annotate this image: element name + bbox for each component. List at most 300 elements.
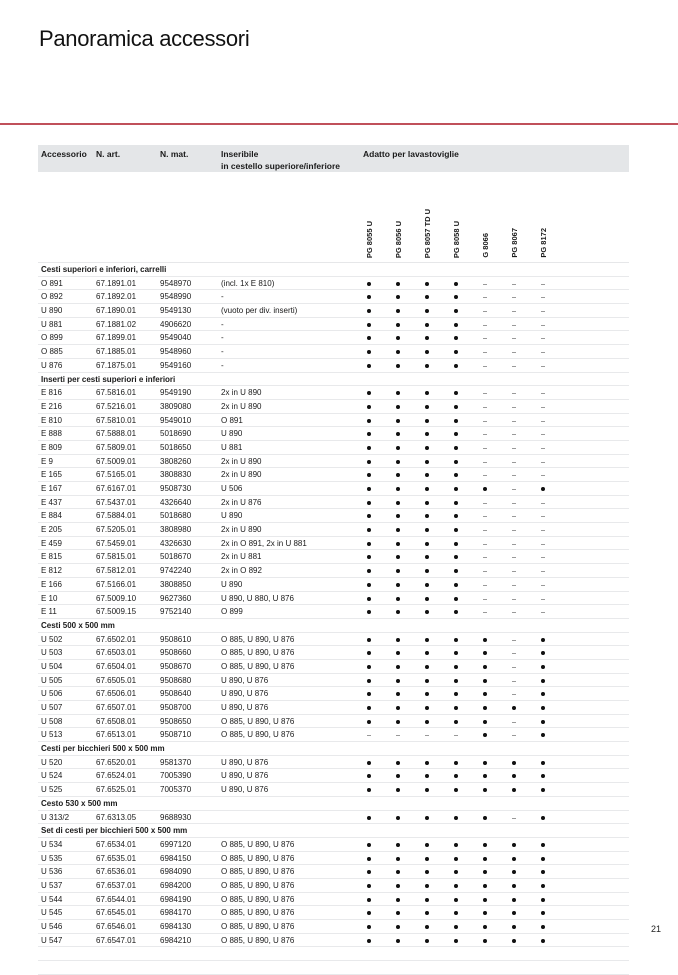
table-row — [38, 427, 629, 441]
not-compatible-dash-icon — [483, 325, 487, 326]
compatible-dot-icon — [396, 569, 400, 573]
cell-inseribile: 2x in U 890 — [221, 388, 262, 398]
compatible-dot-icon — [454, 651, 458, 655]
compatible-dot-icon — [367, 542, 371, 546]
compatible-dot-icon — [541, 665, 545, 669]
cell-inseribile: 2x in U 890 — [221, 456, 262, 466]
cell-inseribile: 2x in U 890 — [221, 401, 262, 411]
section-title: Cesto 530 x 500 mm — [41, 798, 118, 808]
cell-accessorio: O 885 — [41, 347, 63, 357]
table-row — [38, 934, 629, 948]
compatible-dot-icon — [541, 925, 545, 929]
compatible-dot-icon — [396, 911, 400, 915]
compatible-dot-icon — [396, 542, 400, 546]
cell-accessorio: E 205 — [41, 525, 62, 535]
cell-n-art: 67.6525.01 — [96, 785, 137, 795]
table-row — [38, 386, 629, 400]
not-compatible-dash-icon — [541, 516, 545, 517]
table-row — [38, 400, 629, 414]
table-row — [38, 509, 629, 523]
compatible-dot-icon — [541, 788, 545, 792]
cell-inseribile: U 506 — [221, 484, 243, 493]
compatible-dot-icon — [425, 870, 429, 874]
compatible-dot-icon — [367, 857, 371, 861]
compatible-dot-icon — [425, 364, 429, 368]
compatible-dot-icon — [396, 583, 400, 587]
compatible-dot-icon — [425, 460, 429, 464]
model-label: PG 8172 — [539, 228, 548, 258]
compatible-dot-icon — [483, 816, 487, 820]
cell-accessorio: U 544 — [41, 894, 63, 904]
cell-inseribile: U 890 — [221, 511, 243, 521]
compatible-dot-icon — [512, 884, 516, 888]
compatible-dot-icon — [454, 816, 458, 820]
cell-accessorio: U 525 — [41, 785, 63, 795]
compatible-dot-icon — [541, 843, 545, 847]
compatible-dot-icon — [425, 555, 429, 559]
not-compatible-dash-icon — [483, 284, 487, 285]
cell-inseribile: O 885, U 890, U 876 — [221, 935, 295, 945]
cell-accessorio: U 534 — [41, 839, 63, 849]
table-row — [38, 414, 629, 428]
compatible-dot-icon — [454, 473, 458, 477]
cell-n-art: 67.6507.01 — [96, 703, 137, 712]
compatible-dot-icon — [454, 432, 458, 436]
header-divider — [0, 123, 678, 125]
cell-n-mat: 5018670 — [160, 552, 192, 562]
cell-n-mat: 4326640 — [160, 497, 192, 507]
cell-n-art: 67.6537.01 — [96, 880, 137, 890]
not-compatible-dash-icon — [483, 530, 487, 531]
compatible-dot-icon — [425, 528, 429, 532]
table-row — [38, 550, 629, 564]
cell-accessorio: U 890 — [41, 306, 63, 316]
cell-accessorio: U 547 — [41, 935, 63, 945]
compatible-dot-icon — [454, 282, 458, 286]
compatible-dot-icon — [541, 884, 545, 888]
compatible-dot-icon — [541, 911, 545, 915]
cell-inseribile: 2x in O 891, 2x in U 881 — [221, 538, 307, 548]
compatible-dot-icon — [454, 638, 458, 642]
table-row — [38, 756, 629, 770]
compatible-dot-icon — [367, 460, 371, 464]
compatible-dot-icon — [454, 487, 458, 491]
cell-accessorio: U 506 — [41, 689, 63, 699]
table-body — [38, 263, 629, 975]
compatible-dot-icon — [425, 569, 429, 573]
cell-n-art: 67.5459.01 — [96, 538, 137, 548]
table-row — [38, 578, 629, 592]
compatible-dot-icon — [454, 939, 458, 943]
compatible-dot-icon — [425, 610, 429, 614]
cell-n-mat: 9508640 — [160, 689, 192, 699]
not-compatible-dash-icon — [541, 599, 545, 600]
compatible-dot-icon — [396, 939, 400, 943]
not-compatible-dash-icon — [483, 544, 487, 545]
compatible-dot-icon — [483, 843, 487, 847]
compatible-dot-icon — [454, 692, 458, 696]
compatible-dot-icon — [483, 788, 487, 792]
cell-n-mat: 5018690 — [160, 429, 192, 439]
not-compatible-dash-icon — [541, 571, 545, 572]
cell-n-mat: 9688930 — [160, 812, 192, 822]
compatible-dot-icon — [367, 309, 371, 313]
cell-n-art: 67.1892.01 — [96, 292, 137, 302]
not-compatible-dash-icon — [483, 421, 487, 422]
compatible-dot-icon — [367, 638, 371, 642]
compatible-dot-icon — [425, 597, 429, 601]
table-row — [38, 359, 629, 373]
compatible-dot-icon — [367, 884, 371, 888]
not-compatible-dash-icon — [541, 352, 545, 353]
compatible-dot-icon — [541, 487, 545, 491]
compatible-dot-icon — [425, 446, 429, 450]
cell-accessorio: O 899 — [41, 333, 63, 343]
compatible-dot-icon — [454, 843, 458, 847]
compatible-dot-icon — [396, 816, 400, 820]
cell-accessorio: U 508 — [41, 716, 63, 726]
compatible-dot-icon — [396, 528, 400, 532]
not-compatible-dash-icon — [541, 612, 545, 613]
compatible-dot-icon — [454, 788, 458, 792]
not-compatible-dash-icon — [512, 667, 516, 668]
not-compatible-dash-icon — [483, 503, 487, 504]
not-compatible-dash-icon — [512, 489, 516, 490]
section-header — [38, 263, 629, 277]
table-row — [38, 537, 629, 551]
compatible-dot-icon — [454, 501, 458, 505]
section-header — [38, 824, 629, 838]
compatible-dot-icon — [425, 282, 429, 286]
cell-inseribile: - — [221, 347, 224, 357]
cell-n-art: 67.1899.01 — [96, 333, 137, 343]
model-label: PG 8067 — [510, 228, 519, 258]
cell-inseribile: (vuoto per div. inserti) — [221, 306, 298, 316]
cell-n-mat: 9508610 — [160, 634, 192, 644]
compatible-dot-icon — [483, 733, 487, 737]
cell-n-mat: 9549160 — [160, 360, 192, 370]
compatible-dot-icon — [396, 774, 400, 778]
not-compatible-dash-icon — [512, 653, 516, 654]
section-header — [38, 742, 629, 756]
cell-inseribile: O 885, U 890, U 876 — [221, 894, 295, 904]
cell-n-art: 67.1875.01 — [96, 360, 137, 370]
cell-accessorio: E 165 — [41, 470, 62, 480]
compatible-dot-icon — [454, 884, 458, 888]
compatible-dot-icon — [367, 651, 371, 655]
compatible-dot-icon — [396, 309, 400, 313]
not-compatible-dash-icon — [512, 544, 516, 545]
cell-n-mat: 4326630 — [160, 538, 192, 548]
compatible-dot-icon — [512, 925, 516, 929]
table-row — [38, 811, 629, 825]
not-compatible-dash-icon — [483, 585, 487, 586]
cell-n-art: 67.1885.01 — [96, 347, 137, 357]
compatible-dot-icon — [483, 884, 487, 888]
table-row — [38, 441, 629, 455]
cell-accessorio: E 166 — [41, 579, 62, 589]
cell-n-mat: 9549040 — [160, 333, 192, 343]
page-title: Panoramica accessori — [39, 26, 250, 51]
table-row — [38, 674, 629, 688]
compatible-dot-icon — [396, 446, 400, 450]
table-row — [38, 646, 629, 660]
compatible-dot-icon — [367, 898, 371, 902]
not-compatible-dash-icon — [483, 297, 487, 298]
cell-accessorio: U 502 — [41, 634, 63, 644]
table-row — [38, 482, 629, 496]
compatible-dot-icon — [396, 651, 400, 655]
model-label: PG 8058 U — [452, 220, 461, 258]
cell-accessorio: U 504 — [41, 661, 63, 671]
cell-n-mat: 3808980 — [160, 525, 192, 535]
compatible-dot-icon — [367, 788, 371, 792]
cell-n-art: 67.5009.15 — [96, 607, 137, 617]
not-compatible-dash-icon — [483, 516, 487, 517]
not-compatible-dash-icon — [512, 311, 516, 312]
not-compatible-dash-icon — [512, 434, 516, 435]
compatible-dot-icon — [425, 665, 429, 669]
compatible-dot-icon — [396, 501, 400, 505]
compatible-dot-icon — [541, 761, 545, 765]
compatible-dot-icon — [425, 487, 429, 491]
table-row — [38, 345, 629, 359]
compatible-dot-icon — [425, 857, 429, 861]
not-compatible-dash-icon — [512, 585, 516, 586]
cell-accessorio: U 524 — [41, 771, 63, 781]
cell-n-art: 67.6546.01 — [96, 922, 137, 931]
cell-n-mat: 7005370 — [160, 785, 192, 795]
compatible-dot-icon — [512, 843, 516, 847]
compatible-dot-icon — [512, 706, 516, 710]
cell-n-mat: 9549130 — [160, 306, 192, 316]
compatible-dot-icon — [541, 679, 545, 683]
cell-accessorio: E 809 — [41, 442, 62, 452]
cell-inseribile: - — [221, 319, 224, 329]
cell-n-art: 67.6505.01 — [96, 675, 137, 685]
compatible-dot-icon — [396, 295, 400, 299]
compatible-dot-icon — [512, 857, 516, 861]
compatible-dot-icon — [454, 925, 458, 929]
compatible-dot-icon — [396, 487, 400, 491]
compatible-dot-icon — [425, 473, 429, 477]
compatible-dot-icon — [396, 870, 400, 874]
compatible-dot-icon — [483, 761, 487, 765]
compatible-dot-icon — [541, 720, 545, 724]
compatible-dot-icon — [367, 350, 371, 354]
cell-inseribile: O 885, U 890, U 876 — [221, 661, 295, 671]
compatible-dot-icon — [454, 364, 458, 368]
compatible-dot-icon — [454, 720, 458, 724]
compatible-dot-icon — [425, 761, 429, 765]
compatible-dot-icon — [396, 843, 400, 847]
compatible-dot-icon — [541, 651, 545, 655]
compatible-dot-icon — [483, 665, 487, 669]
compatible-dot-icon — [541, 706, 545, 710]
compatible-dot-icon — [512, 911, 516, 915]
compatible-dot-icon — [396, 610, 400, 614]
cell-inseribile: U 890 — [221, 579, 243, 589]
compatible-dot-icon — [454, 857, 458, 861]
not-compatible-dash-icon — [541, 407, 545, 408]
compatible-dot-icon — [483, 939, 487, 943]
cell-accessorio: O 892 — [41, 292, 63, 302]
cell-inseribile: O 885, U 890, U 876 — [221, 853, 295, 863]
cell-inseribile: U 890, U 876 — [221, 771, 269, 781]
compatible-dot-icon — [425, 911, 429, 915]
header-n-art: N. art. — [96, 149, 121, 159]
cell-n-mat: 6984150 — [160, 853, 192, 863]
cell-inseribile: - — [221, 333, 224, 343]
section-title: Inserti per cesti superiori e inferiori — [41, 374, 176, 384]
compatible-dot-icon — [425, 295, 429, 299]
compatible-dot-icon — [367, 419, 371, 423]
not-compatible-dash-icon — [483, 571, 487, 572]
compatible-dot-icon — [512, 761, 516, 765]
compatible-dot-icon — [425, 925, 429, 929]
not-compatible-dash-icon — [483, 434, 487, 435]
compatible-dot-icon — [454, 460, 458, 464]
compatible-dot-icon — [512, 788, 516, 792]
compatible-dot-icon — [425, 679, 429, 683]
cell-n-mat: 9508670 — [160, 661, 192, 671]
cell-n-mat: 3808830 — [160, 470, 192, 480]
compatible-dot-icon — [396, 597, 400, 601]
cell-n-mat: 6984210 — [160, 935, 192, 945]
cell-inseribile: O 885, U 890, U 876 — [221, 716, 295, 726]
cell-accessorio: E 167 — [41, 484, 62, 493]
cell-accessorio: E 810 — [41, 415, 62, 425]
not-compatible-dash-icon — [512, 530, 516, 531]
compatible-dot-icon — [367, 706, 371, 710]
compatible-dot-icon — [367, 761, 371, 765]
table-row — [38, 920, 629, 934]
cell-n-art: 67.6524.01 — [96, 771, 137, 781]
section-header — [38, 797, 629, 811]
cell-n-mat: 9508710 — [160, 730, 192, 740]
not-compatible-dash-icon — [483, 557, 487, 558]
compatible-dot-icon — [483, 774, 487, 778]
not-compatible-dash-icon — [541, 557, 545, 558]
compatible-dot-icon — [367, 665, 371, 669]
compatible-dot-icon — [396, 336, 400, 340]
cell-n-art: 67.5884.01 — [96, 511, 137, 521]
not-compatible-dash-icon — [541, 311, 545, 312]
compatible-dot-icon — [541, 774, 545, 778]
page-number: 21 — [651, 924, 662, 934]
compatible-dot-icon — [367, 816, 371, 820]
cell-inseribile: O 891 — [221, 415, 243, 425]
cell-n-mat: 6997120 — [160, 839, 192, 849]
compatible-dot-icon — [367, 446, 371, 450]
compatible-dot-icon — [367, 692, 371, 696]
cell-n-mat: 6984190 — [160, 894, 192, 904]
compatible-dot-icon — [396, 761, 400, 765]
not-compatible-dash-icon — [483, 366, 487, 367]
compatible-dot-icon — [454, 870, 458, 874]
cell-n-mat: 9581370 — [160, 757, 192, 767]
cell-n-art: 67.6167.01 — [96, 484, 137, 493]
not-compatible-dash-icon — [512, 735, 516, 736]
compatible-dot-icon — [396, 460, 400, 464]
compatible-dot-icon — [367, 939, 371, 943]
compatible-dot-icon — [425, 350, 429, 354]
compatible-dot-icon — [367, 432, 371, 436]
compatible-dot-icon — [425, 774, 429, 778]
compatible-dot-icon — [454, 761, 458, 765]
table-row — [38, 496, 629, 510]
cell-n-art: 67.6502.01 — [96, 634, 137, 644]
cell-accessorio: E 884 — [41, 511, 62, 521]
compatible-dot-icon — [512, 870, 516, 874]
table-row — [38, 783, 629, 797]
not-compatible-dash-icon — [541, 284, 545, 285]
cell-n-mat: 9549010 — [160, 415, 192, 425]
cell-inseribile: U 890, U 876 — [221, 785, 269, 795]
header-adatto: Adatto per lavastoviglie — [363, 149, 459, 159]
cell-inseribile: O 885, U 890, U 876 — [221, 908, 295, 918]
cell-n-mat: 9508700 — [160, 703, 192, 712]
cell-accessorio: U 535 — [41, 853, 63, 863]
compatible-dot-icon — [367, 610, 371, 614]
section-title: Cesti per bicchieri 500 x 500 mm — [41, 744, 165, 754]
table-row — [38, 701, 629, 715]
not-compatible-dash-icon — [541, 421, 545, 422]
cell-accessorio: U 545 — [41, 908, 63, 918]
compatible-dot-icon — [454, 514, 458, 518]
cell-n-art: 67.1890.01 — [96, 306, 137, 316]
cell-inseribile: O 885, U 890, U 876 — [221, 867, 295, 877]
compatible-dot-icon — [483, 857, 487, 861]
compatible-dot-icon — [396, 514, 400, 518]
compatible-dot-icon — [454, 898, 458, 902]
table-row — [38, 687, 629, 701]
not-compatible-dash-icon — [541, 338, 545, 339]
compatible-dot-icon — [367, 679, 371, 683]
cell-accessorio: E 888 — [41, 429, 62, 439]
cell-inseribile: 2x in O 892 — [221, 566, 262, 576]
compatible-dot-icon — [454, 583, 458, 587]
cell-n-mat: 6984090 — [160, 867, 192, 877]
table-row — [38, 769, 629, 783]
cell-inseribile: 2x in U 890 — [221, 470, 262, 480]
compatible-dot-icon — [425, 843, 429, 847]
cell-n-mat: 9508650 — [160, 716, 192, 726]
cell-n-mat: 6984170 — [160, 908, 192, 918]
cell-n-mat: 3808260 — [160, 456, 192, 466]
cell-inseribile: U 890, U 876 — [221, 675, 269, 685]
compatible-dot-icon — [454, 405, 458, 409]
cell-inseribile: O 885, U 890, U 876 — [221, 730, 295, 740]
not-compatible-dash-icon — [367, 735, 371, 736]
cell-inseribile: 2x in U 881 — [221, 552, 262, 562]
compatible-dot-icon — [454, 569, 458, 573]
cell-n-art: 67.6506.01 — [96, 689, 137, 699]
compatible-dot-icon — [512, 898, 516, 902]
cell-inseribile: 2x in U 876 — [221, 497, 262, 507]
compatible-dot-icon — [541, 939, 545, 943]
compatible-dot-icon — [541, 870, 545, 874]
cell-n-mat: 6984130 — [160, 922, 192, 931]
compatible-dot-icon — [454, 911, 458, 915]
cell-n-mat: 7005390 — [160, 771, 192, 781]
not-compatible-dash-icon — [512, 571, 516, 572]
not-compatible-dash-icon — [512, 557, 516, 558]
not-compatible-dash-icon — [541, 448, 545, 449]
compatible-dot-icon — [396, 884, 400, 888]
compatible-dot-icon — [367, 501, 371, 505]
cell-accessorio: U 520 — [41, 757, 63, 767]
